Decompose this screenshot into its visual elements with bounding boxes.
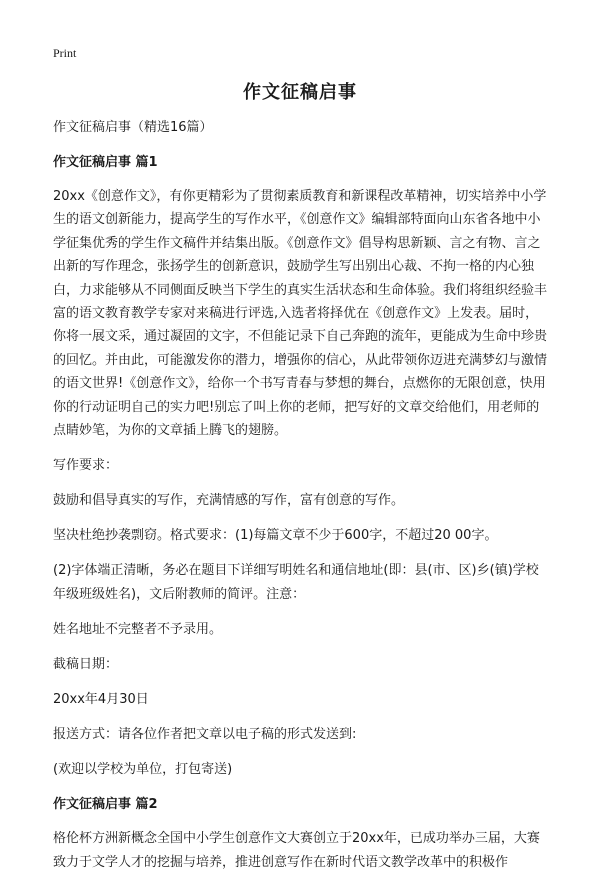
section-heading-1: 作文征稿启事 篇1 bbox=[53, 155, 158, 170]
document-subtitle: 作文征稿启事（精选16篇） bbox=[53, 120, 213, 135]
paragraph-submission-method: 报送方式：请各位作者把文章以电子稿的形式发送到: bbox=[53, 727, 357, 743]
page-title: 作文征稿启事 bbox=[243, 82, 357, 103]
paragraph-school-packaging: (欢迎以学校为单位，打包寄送) bbox=[53, 762, 233, 778]
paragraph-font-requirements: (2)字体端正清晰，务必在题目下详细写明姓名和通信地址(即：县(市、区)乡(镇)学校年级班级姓名)，文后附教师的简评。注意： bbox=[53, 563, 539, 602]
paragraph-format-requirements: 坚决杜绝抄袭剽窃。格式要求：(1)每篇文章不少于600字，不超过20 00字。 bbox=[53, 528, 498, 544]
paragraph-deadline-label: 截稿日期： bbox=[53, 657, 119, 673]
paragraph-writing-requirements-label: 写作要求： bbox=[53, 458, 119, 474]
paragraph-encourage: 鼓励和倡导真实的写作，充满情感的写作，富有创意的写作。 bbox=[53, 493, 405, 509]
paragraph-intro: 20xx《创意作文》，有你更精彩为了贯彻素质教育和新课程改革精神，切实培养中小学生的语文创新能力，提高学生的写作水平，《创意作文》编辑部特面向山东省各地中小学征集优秀的学生作文稿件并结集出版。《创意作文》倡导构思新颖、言之有物、言之出新的写作理念，张扬学生的创新意识，鼓励学生写出别出心裁、不拘一格的内心独白，力求能够从不同侧面反映当下学生的真实生活状态和生命体验。我们将组织经验丰富的语文教育教学专家对来稿进行评选,入选者将择优在《创意作文》上发表。届时，你将一展文采，通过凝固的文字，不但能记录下自己奔跑的流年，更能成为生命中珍贵的回忆。并由此，可能激发你的潜力，增强你的信心，从此带领你迈进充满梦幻与激情的语文世界!《创意作文》，给你一个书写青春与梦想的舞台，点燃你的无限创意，快用你的行动证明自己的实力吧!别忘了叫上你的老师，把写好的文章交给他们，用老师的点睛妙笔，为你的文章插上腾飞的翅膀。 bbox=[53, 189, 548, 439]
paragraph-incomplete-address: 姓名地址不完整者不予录用。 bbox=[53, 622, 223, 638]
paragraph-deadline-date: 20xx年4月30日 bbox=[53, 692, 149, 708]
section-heading-2: 作文征稿启事 篇2 bbox=[53, 797, 158, 813]
paragraph-section2: 格伦杯方洲新概念全国中小学生创意作文大赛创立于20xx年，已成功举办三届，大赛致力于文学人才的挖掘与培养，推进创意写作在新时代语文教学改革中的积极作 bbox=[53, 831, 540, 870]
print-label[interactable]: Print bbox=[53, 46, 77, 60]
document-content bbox=[53, 116, 548, 886]
